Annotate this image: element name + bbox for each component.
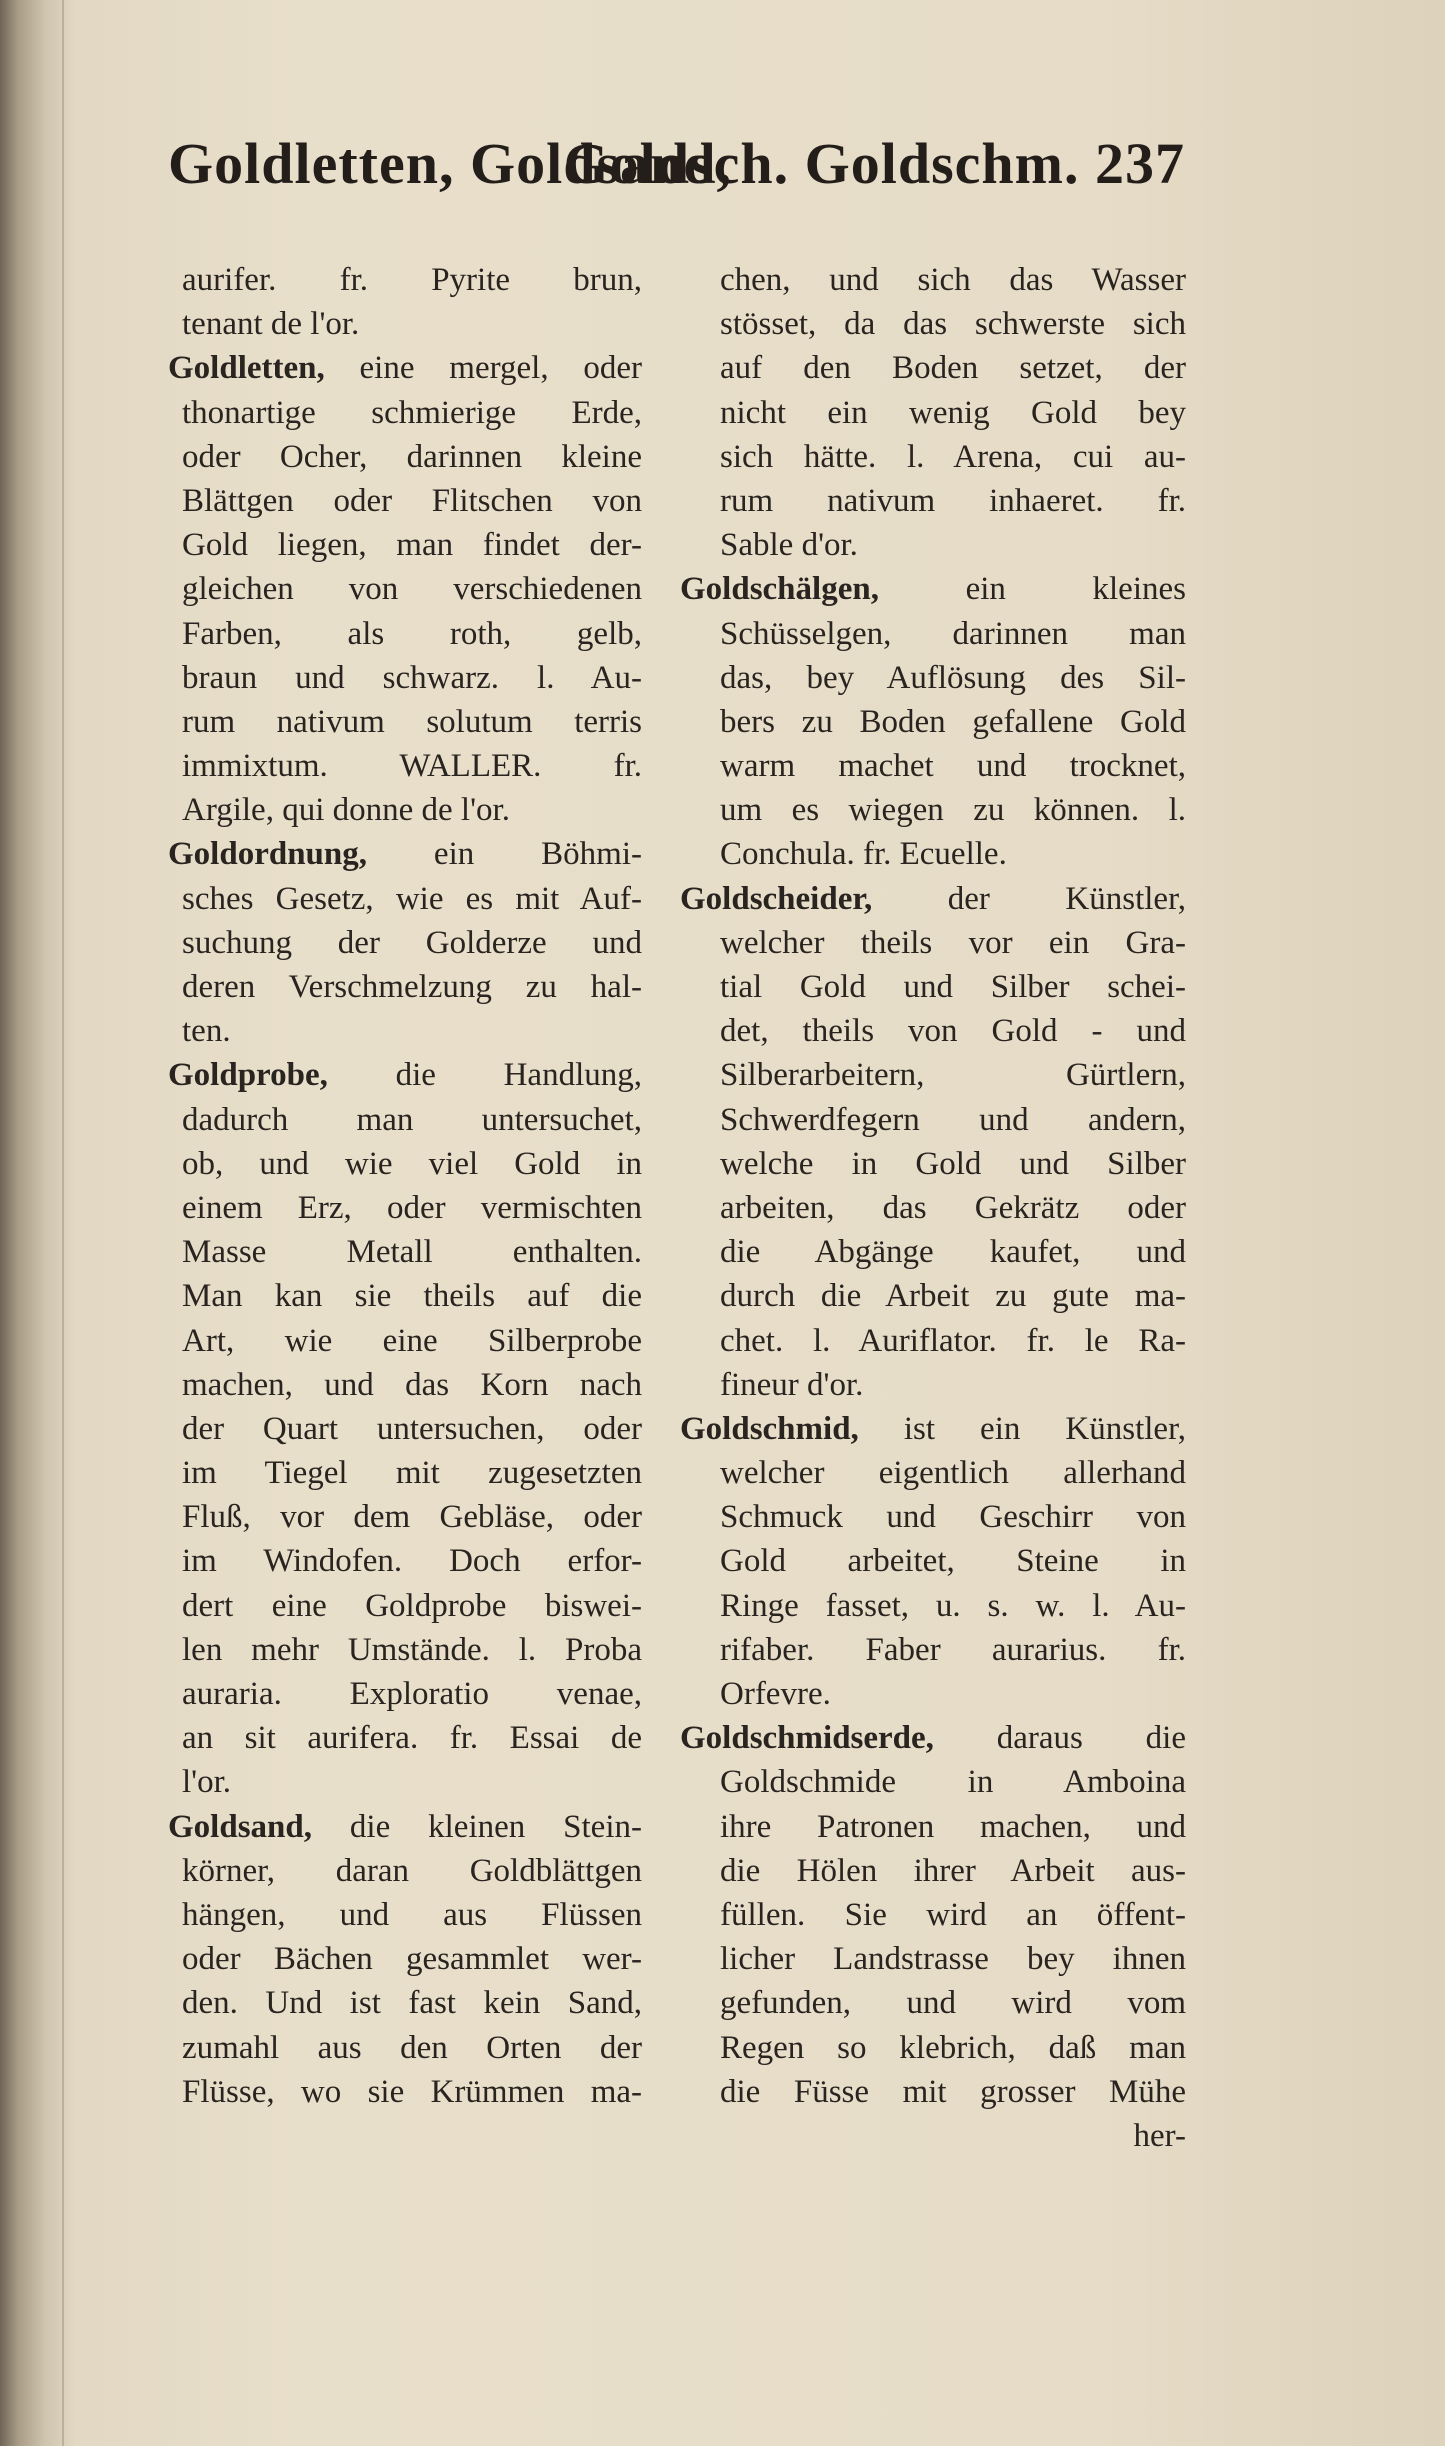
line-text: den. Und ist fast kein Sand, [182,1985,642,2022]
line-text: im Windofen. Doch erfor- [182,1543,642,1580]
line-text: das, bey Auflösung des Sil- [720,659,1186,696]
text-line [168,1937,642,1981]
entry-first-line [680,877,1186,921]
headword: Goldschälgen, [680,571,879,608]
text-line [168,921,642,965]
line-text: deren Verschmelzung zu hal- [182,969,642,1005]
text-line [680,700,1186,744]
text-line [168,1319,642,1363]
text-line [168,479,642,523]
line-text: ein kleines [878,571,1186,608]
text-line [168,391,642,435]
text-line [168,2026,642,2070]
text-line [680,832,1186,876]
entry-first-line [680,1407,1186,1451]
text-line [680,1893,1186,1937]
text-line [680,1805,1186,1849]
headword: Goldsand, [168,1808,312,1845]
text-line [168,2070,642,2114]
line-text: Masse Metall enthalten. [182,1234,642,1271]
line-text: Orfevre. [720,1676,831,1712]
line-text: der Künstler, [872,880,1186,917]
line-text: Regen so klebrich, daß man [720,2029,1186,2066]
text-line [680,302,1186,346]
line-text: gleichen von verschiedenen [182,571,642,608]
line-text: ein Böhmi- [367,836,642,873]
line-text: die kleinen Stein- [312,1808,642,1845]
line-text: arbeiten, das Gekrätz oder [720,1189,1186,1226]
line-text: aurifer. fr. Pyrite brun, [182,262,642,298]
line-text: oder Bächen gesammlet wer- [182,1941,642,1978]
text-line [168,523,642,567]
line-text: rifaber. Faber aurarius. fr. [720,1631,1186,1668]
text-line [168,1009,642,1053]
line-text: durch die Arbeit zu gute ma- [720,1278,1186,1315]
line-text: sches Gesetz, wie es mit Auf- [182,880,642,917]
line-text: gefunden, und wird vom [720,1985,1186,2022]
text-line [680,1451,1186,1495]
text-line [680,788,1186,832]
line-text: Conchula. fr. Ecuelle. [720,836,1007,873]
text-line [680,1009,1186,1053]
text-line [680,921,1186,965]
text-line [168,567,642,611]
line-text: einem Erz, oder vermischten [182,1189,642,1226]
text-line [680,2114,1186,2158]
line-text: Argile, qui donne de l'or. [182,792,510,829]
line-text: len mehr Umstände. l. Proba [182,1631,642,1668]
line-text: sich hätte. l. Arena, cui au- [720,438,1186,475]
text-line [680,656,1186,700]
line-text: Farben, als roth, gelb, [182,615,642,652]
line-text: um es wiegen zu können. l. [720,792,1186,829]
text-line [168,1672,642,1716]
text-line [680,1142,1186,1186]
text-line [168,1628,642,1672]
text-line [168,965,642,1009]
line-text: die Abgänge kaufet, und [720,1234,1186,1271]
text-line [168,1363,642,1407]
line-text: dadurch man untersuchet, [182,1101,642,1138]
text-line [680,965,1186,1009]
text-line [680,258,1186,302]
line-text: Silberarbeitern, Gürtlern, [720,1057,1186,1094]
line-text: tenant de l'or. [182,306,360,343]
line-text: körner, daran Goldblättgen [182,1852,642,1889]
text-line [680,1628,1186,1672]
headword: Goldscheider, [680,880,873,917]
line-text: Schüsselgen, darinnen man [720,615,1186,652]
line-text: machen, und das Korn nach [182,1366,642,1403]
text-line [680,346,1186,390]
line-text: warm machet und trocknet, [720,748,1186,785]
line-text: ist ein Künstler, [858,1410,1186,1447]
line-text: daraus die [933,1720,1186,1757]
text-line [168,1760,642,1804]
line-text: hängen, und aus Flüssen [182,1896,642,1933]
line-text: rum nativum solutum terris [182,703,642,740]
text-line [680,1937,1186,1981]
text-line [680,1584,1186,1628]
text-line [168,788,642,832]
line-text: chet. l. Auriflator. fr. le Ra- [720,1322,1186,1359]
text-line [168,700,642,744]
text-line [680,744,1186,788]
text-line [168,258,642,302]
text-column-left [168,258,642,2114]
text-line [680,612,1186,656]
text-line [168,1539,642,1583]
entry-first-line [168,346,642,390]
line-text: her- [1133,2117,1186,2154]
line-text: l'or. [182,1764,232,1801]
text-line [168,1716,642,1760]
line-text: det, theils von Gold - und [720,1013,1186,1050]
text-line [680,2026,1186,2070]
line-text: welche in Gold und Silber [720,1145,1186,1182]
text-line [168,1186,642,1230]
text-line [680,1274,1186,1318]
text-line [168,1142,642,1186]
text-line [680,1495,1186,1539]
line-text: Schmuck und Geschirr von [720,1499,1186,1536]
line-text: fineur d'or. [720,1366,864,1403]
text-line [680,435,1186,479]
line-text: füllen. Sie wird an öffent- [720,1896,1186,1933]
text-line [680,479,1186,523]
text-line [168,612,642,656]
text-line [680,1539,1186,1583]
line-text: im Tiegel mit zugesetzten [182,1455,642,1492]
text-line [168,1849,642,1893]
running-header-left: Goldletten, Goldsand, [168,131,733,196]
text-line [168,1981,642,2025]
entry-first-line [168,1053,642,1097]
line-text: Fluß, vor dem Gebläse, oder [182,1499,642,1536]
entry-first-line [168,1805,642,1849]
text-line [168,1098,642,1142]
line-text: tial Gold und Silber schei- [720,969,1186,1005]
line-text: der Quart untersuchen, oder [182,1410,642,1447]
running-header-right-page-number: Goldsch. Goldschm. 237 [563,131,1185,196]
line-text: die Füsse mit grosser Mühe [720,2073,1186,2110]
text-line [680,2070,1186,2114]
text-line [680,1849,1186,1893]
line-text: bers zu Boden gefallene Gold [720,703,1186,740]
line-text: thonartige schmierige Erde, [182,394,642,431]
text-line [680,391,1186,435]
text-line [680,1053,1186,1097]
text-column-right [680,258,1186,2158]
line-text: Art, wie eine Silberprobe [182,1322,642,1359]
line-text: Sable d'or. [720,527,858,564]
line-text: braun und schwarz. l. Au- [182,659,642,696]
line-text: Blättgen oder Flitschen von [182,482,642,519]
text-line [680,523,1186,567]
line-text: Flüsse, wo sie Krümmen ma- [182,2073,642,2110]
line-text: Man kan sie theils auf die [182,1278,642,1315]
line-text: immixtum. WALLER. fr. [182,748,642,785]
line-text: suchung der Golderze und [182,924,642,961]
line-text: Schwerdfegern und andern, [720,1101,1186,1138]
text-line [680,1186,1186,1230]
text-line [680,1760,1186,1804]
book-gutter [62,0,64,2446]
text-line [168,1451,642,1495]
line-text: licher Landstrasse bey ihnen [720,1941,1186,1978]
line-text: Gold arbeitet, Steine in [720,1543,1186,1580]
entry-first-line [680,1716,1186,1760]
line-text: auraria. Exploratio venae, [182,1676,642,1712]
line-text: rum nativum inhaeret. fr. [720,482,1186,519]
entry-first-line [168,832,642,876]
line-text: zumahl aus den Orten der [182,2029,642,2066]
text-line [680,1319,1186,1363]
text-line [168,1274,642,1318]
line-text: die Handlung, [327,1057,642,1094]
line-text: chen, und sich das Wasser [720,262,1186,298]
text-line [168,1893,642,1937]
line-text: an sit aurifera. fr. Essai de [182,1720,642,1757]
line-text: nicht ein wenig Gold bey [720,394,1186,431]
line-text: Ringe fasset, u. s. w. l. Au- [720,1587,1186,1624]
headword: Goldschmid, [680,1410,859,1447]
text-line [680,1672,1186,1716]
line-text: oder Ocher, darinnen kleine [182,438,642,475]
line-text: ihre Patronen machen, und [720,1808,1186,1845]
text-line [680,1981,1186,2025]
line-text: welcher eigentlich allerhand [720,1455,1186,1492]
line-text: Gold liegen, man findet der- [182,527,642,564]
text-line [168,1584,642,1628]
line-text: stösset, da das schwerste sich [720,306,1186,343]
line-text: dert eine Goldprobe biswei- [182,1587,642,1624]
line-text: ob, und wie viel Gold in [182,1145,642,1182]
text-line [168,1230,642,1274]
line-text: ten. [182,1013,231,1050]
headword: Goldordnung, [168,836,367,873]
text-line [168,877,642,921]
headword: Goldprobe, [168,1057,328,1094]
entry-first-line [680,567,1186,611]
headword: Goldschmidserde, [680,1720,934,1757]
headword: Goldletten, [168,350,325,387]
line-text: eine mergel, oder [324,350,642,387]
text-line [680,1098,1186,1142]
text-line [168,744,642,788]
line-text: Goldschmide in Amboina [720,1764,1186,1801]
text-line [680,1230,1186,1274]
line-text: welcher theils vor ein Gra- [720,924,1186,961]
text-line [168,302,642,346]
line-text: die Hölen ihrer Arbeit aus- [720,1852,1186,1889]
text-line [680,1363,1186,1407]
text-line [168,1407,642,1451]
line-text: auf den Boden setzet, der [720,350,1186,387]
text-line [168,1495,642,1539]
text-line [168,435,642,479]
text-line [168,656,642,700]
